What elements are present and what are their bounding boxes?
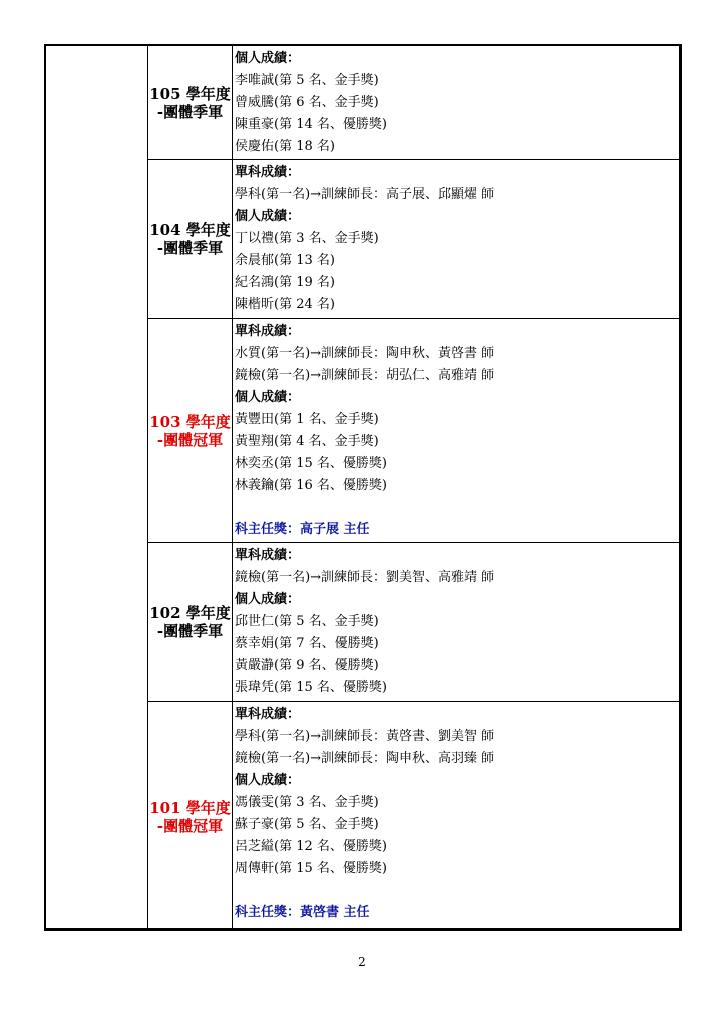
department-head-award: 科主任獎：高子展 主任 [235, 522, 370, 537]
achievement-item: 蘇子豪(第 5 名、金手獎) [235, 817, 379, 832]
achievement-item: 黃嚴瀞(第 9 名、優勝獎) [235, 658, 379, 673]
team-result: -團體季軍 [156, 622, 224, 640]
table-row [148, 319, 679, 543]
achievement-item: 林奕丞(第 15 名、優勝獎) [235, 456, 387, 471]
achievements-table [44, 44, 682, 931]
academic-year: 103 學年度 [149, 412, 231, 431]
team-result: -團體季軍 [156, 102, 224, 121]
achievement-details [235, 48, 675, 158]
section-heading: 單科成績： [235, 324, 301, 339]
year-cell [148, 46, 233, 159]
achievement-item: 周傳軒(第 15 名、優勝獎) [235, 861, 387, 876]
table-row [148, 543, 679, 702]
achievement-item: 李唯誠(第 5 名、金手獎) [235, 73, 379, 88]
section-heading: 單科成績： [235, 165, 301, 180]
academic-year: 101 學年度 [149, 798, 231, 817]
year-cell [148, 702, 233, 931]
team-result: -團體冠軍 [156, 816, 224, 835]
department-head-award: 科主任獎：黃啓書 主任 [235, 905, 370, 920]
achievement-item: 張瑋凭(第 15 名、優勝獎) [235, 680, 387, 695]
section-heading: 個人成績： [235, 209, 301, 224]
section-heading: 個人成績： [235, 773, 301, 788]
achievement-details [235, 321, 675, 541]
academic-year: 104 學年度 [149, 221, 231, 239]
achievement-item: 水質(第一名)→訓練師長：陶申秋、黃啓書 師 [235, 346, 495, 361]
blank-line [235, 880, 675, 902]
achievement-item: 學科(第一名)→訓練師長：高子展、邱顯燿 師 [235, 187, 495, 202]
table-row [148, 46, 679, 160]
achievement-item: 學科(第一名)→訓練師長：黃啓書、劉美智 師 [235, 729, 495, 744]
achievement-details [235, 162, 675, 316]
achievement-item: 黃豐田(第 1 名、金手獎) [235, 412, 379, 427]
section-heading: 單科成績： [235, 548, 301, 563]
achievement-item: 鏡檢(第一名)→訓練師長：劉美智、高雅靖 師 [235, 570, 495, 585]
table-row [148, 160, 679, 319]
achievement-item: 陳重豪(第 14 名、優勝獎) [235, 117, 387, 132]
achievement-item: 曾威騰(第 6 名、金手獎) [235, 95, 379, 110]
achievement-item: 邱世仁(第 5 名、金手獎) [235, 614, 379, 629]
achievement-item: 丁以禮(第 3 名、金手獎) [235, 231, 379, 246]
achievement-details [235, 704, 675, 924]
team-result: -團體季軍 [156, 239, 224, 257]
achievement-item: 侯慶佑(第 18 名) [235, 139, 335, 154]
blank-left-column [46, 46, 148, 928]
achievement-item: 林義鑰(第 16 名、優勝獎) [235, 478, 387, 493]
table-row [148, 702, 679, 931]
achievement-item: 鏡檢(第一名)→訓練師長：胡弘仁、高雅靖 師 [235, 368, 495, 383]
section-heading: 個人成績： [235, 390, 301, 405]
achievement-item: 陳楷昕(第 24 名) [235, 297, 335, 312]
achievement-details [235, 545, 675, 699]
team-result: -團體冠軍 [156, 430, 224, 449]
achievement-item: 馮儀雯(第 3 名、金手獎) [235, 795, 379, 810]
blank-line [235, 497, 675, 519]
achievement-item: 蔡幸娟(第 7 名、優勝獎) [235, 636, 379, 651]
achievement-item: 呂芝縊(第 12 名、優勝獎) [235, 839, 387, 854]
achievement-item: 鏡檢(第一名)→訓練師長：陶申秋、高羽臻 師 [235, 751, 495, 766]
achievement-item: 黃聖翔(第 4 名、金手獎) [235, 434, 379, 449]
section-heading: 個人成績： [235, 592, 301, 607]
achievement-item: 紀名鴻(第 19 名) [235, 275, 335, 290]
year-cell [148, 543, 233, 701]
achievement-item: 余晨郁(第 13 名) [235, 253, 335, 268]
academic-year: 102 學年度 [149, 604, 231, 622]
academic-year: 105 學年度 [149, 84, 231, 103]
year-cell [148, 160, 233, 318]
page-number: 2 [358, 955, 366, 969]
section-heading: 單科成績： [235, 707, 301, 722]
year-cell [148, 319, 233, 542]
section-heading: 個人成績： [235, 51, 301, 66]
